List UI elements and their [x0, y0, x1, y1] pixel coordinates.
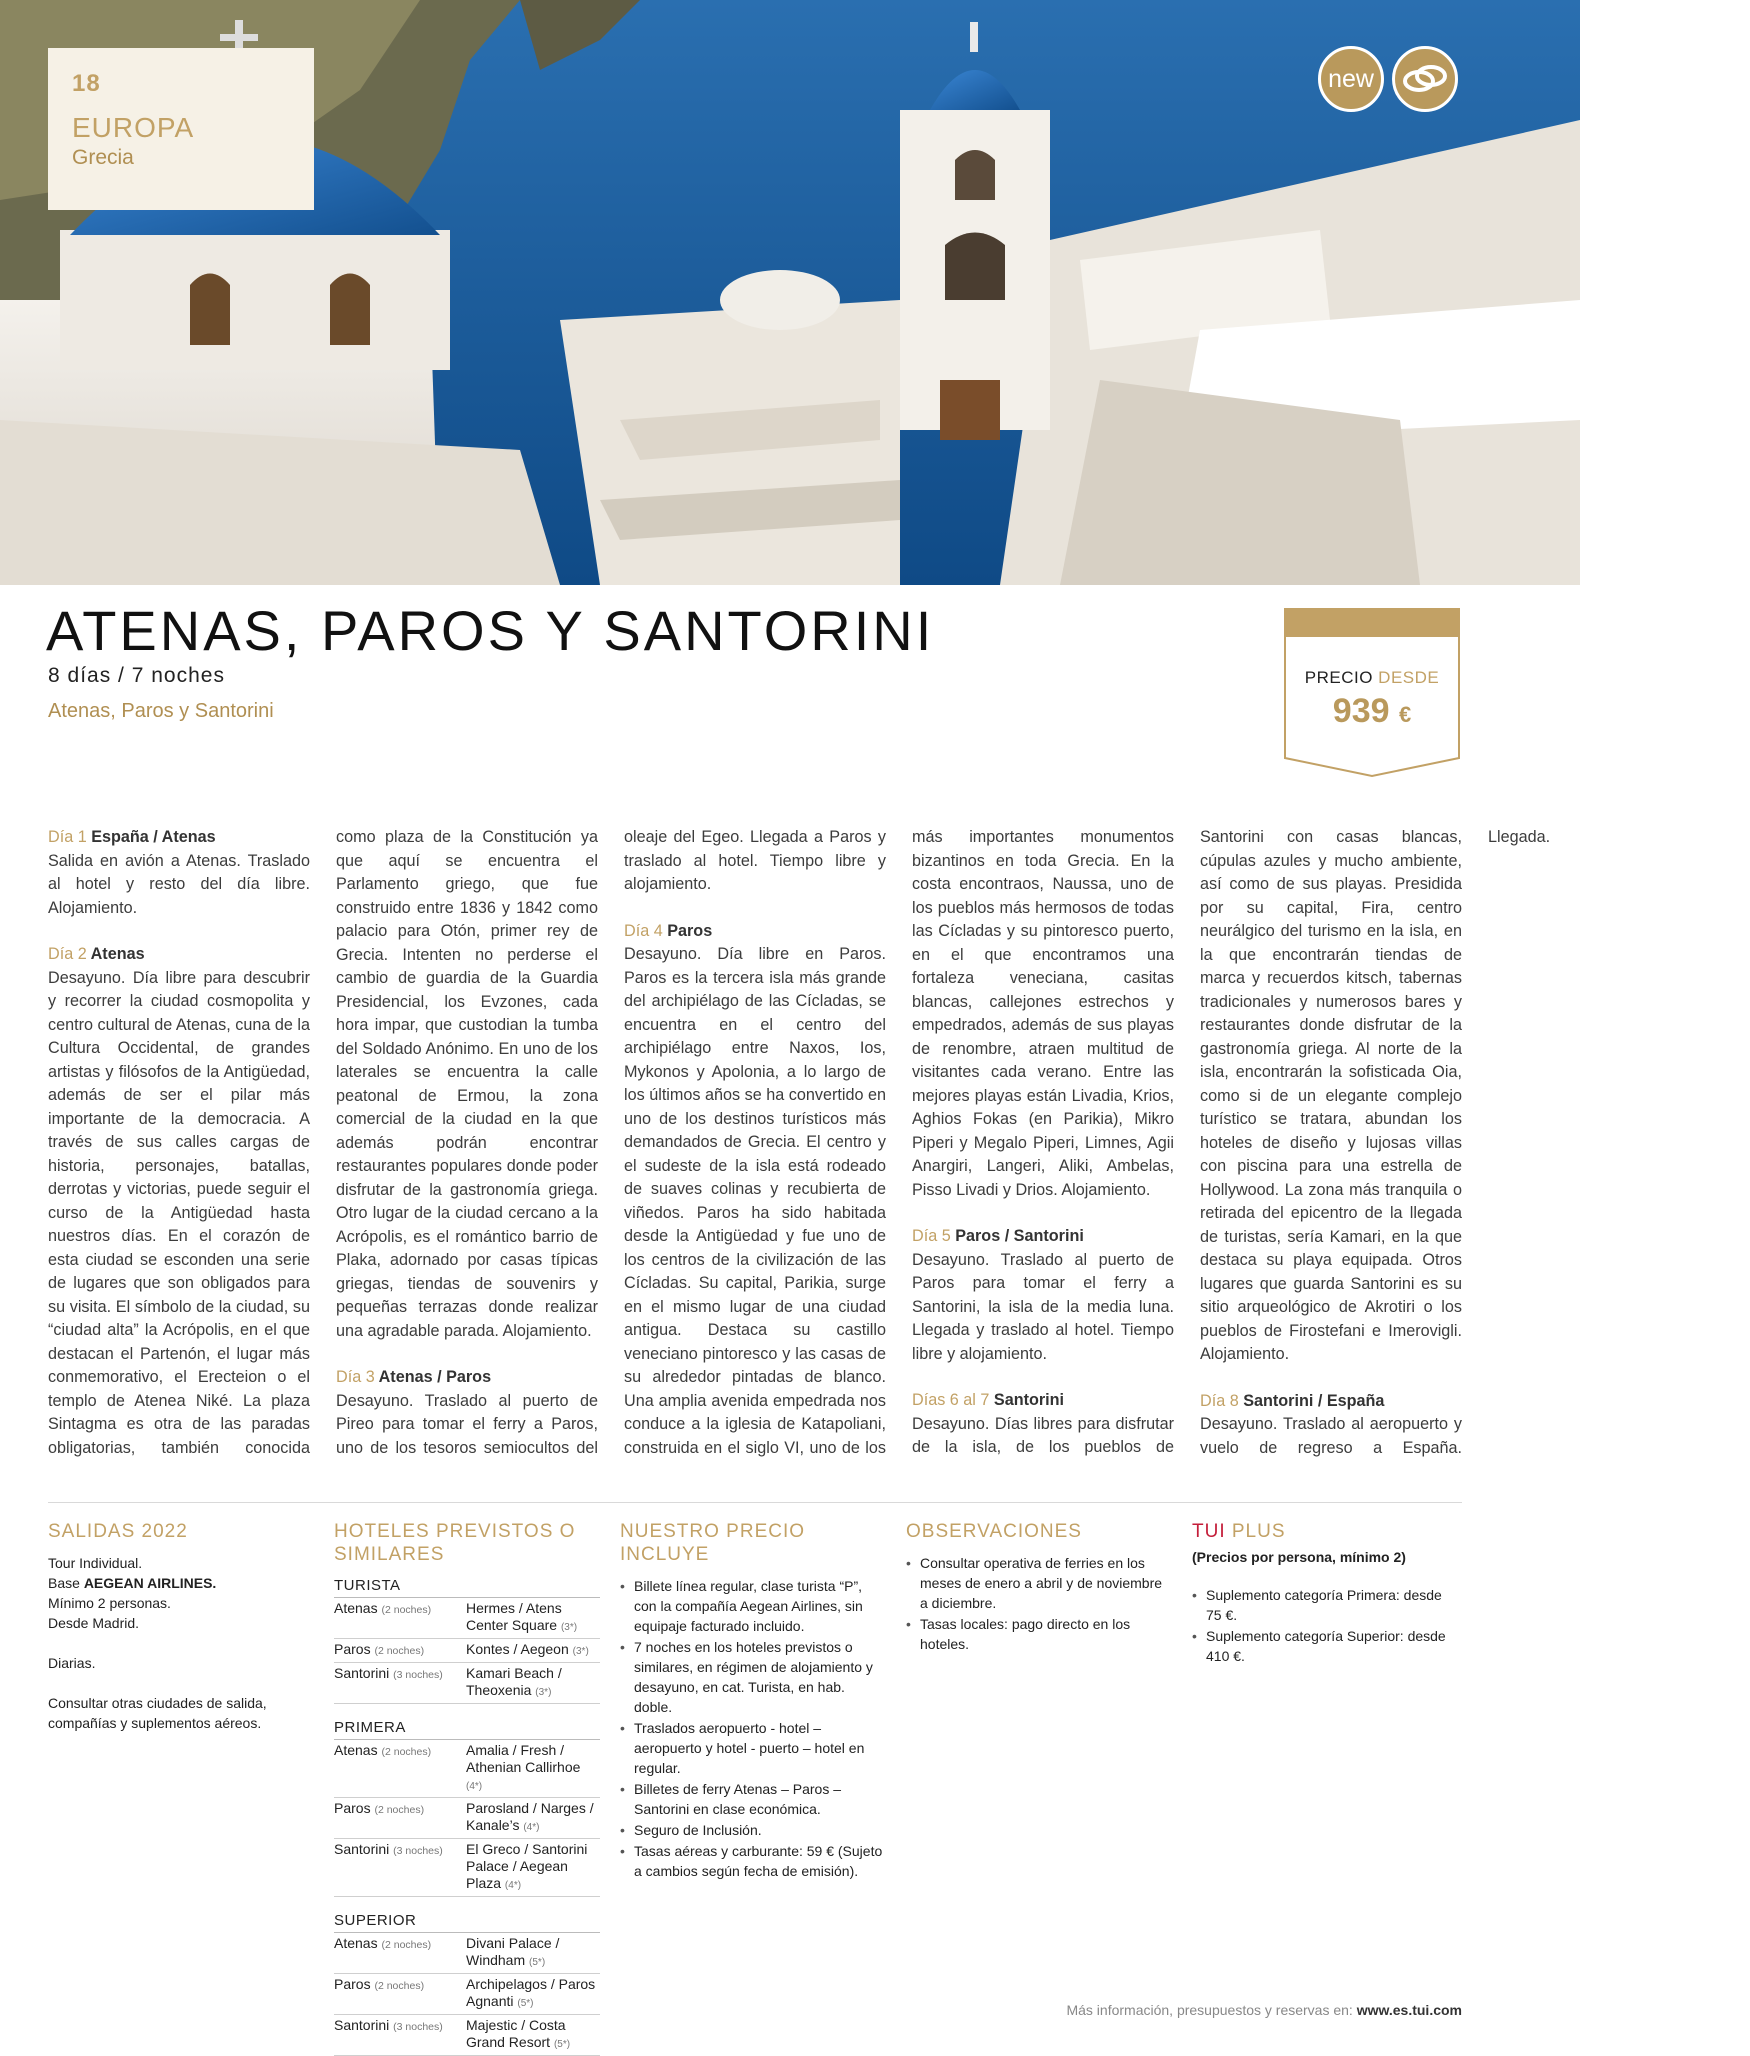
observations-section	[906, 1520, 1172, 1655]
itinerary-day: Días 6 al 7 Santorini Desayuno. Días libres para disfrutar de la isla, de los pueblos de Santorini con casas blancas, cúpulas azules y mucho ambiente, así como de sus playas. Presidida por su capital, Fira, centro neurálgico del turismo en la isla, en la que encontrarán tiendas de marca y recuerdos kitsch, tabernas tradicionales y numerosos bares y restaurantes donde disfrutar de la gastronomía griega. Al norte de la isla, encontrarán la sofisticada Oia, como si de un elegante complejo turístico se tratara, abundan los hoteles de diseño y lujosas villas con piscina para una estrella de Hollywood. La zona más tranquila o retirada del epicentro de la llegada de turistas, sería Kamari, en la que destaca su playa equipada. Otros lugares que guarda Santorini es su sitio arqueológico de Akrotiri o los pueblos de Firostefani e Imerovigli. Alojamiento.	[912, 828, 1462, 1456]
list-item: • Consultar operativa de ferries en los meses de enero a abril y de noviembre a diciembre.	[906, 1553, 1172, 1613]
new-badge: new	[1318, 46, 1384, 112]
hotel-name: Divani Palace / Windham (5*)	[466, 1935, 560, 1968]
hotel-city: Santorini (3 noches)	[334, 1665, 443, 1681]
hotel-row	[334, 1933, 600, 1974]
hotel-row	[334, 1839, 600, 1897]
region-label: EUROPA	[72, 112, 195, 143]
includes-title: NUESTRO PRECIO INCLUYE	[620, 1521, 806, 1565]
itinerary-day: Día 2 Atenas Desayuno. Día libre para descubrir y recorrer la ciudad cosmopolita y centro cultural de Atenas, cuna de la Cultura Occidental, de grandes artistas y filósofos de la Antigüedad, además de ser el pilar más importante de la democracia. A través de sus calles cargas de historia, personajes, batallas, derrotas y victorias, puede seguir el curso de la Antigüedad hasta nuestros días. En el corazón de esta ciudad se esconden una serie de lugares que son obligados para su visita. El símbolo de la ciudad, su “ciudad alta” la Acrópolis, en el que destacan el Partenón, el lugar más conmemorativo, el Erecteion o el templo de Atenea Niké. La plaza Sintagma es otra de las paradas obligatorias, también conocida como plaza de la Constitución ya que aquí se encuentra el Parlamento griego, que fue construido entre 1836 y 1842 como palacio para Otón, primer rey de Grecia. Intenten no perderse el cambio de guardia de la Guardia Presidencial, los Evzones, cada hora impar, que custodian la tumba del Soldado Anónimo. En uno de los laterales se encuentra la calle peatonal de Ermou, la zona comercial de la ciudad en la que además podrán encontrar restaurantes populares donde poder disfrutar de la gastronomía griega. Otro lugar de la ciudad cercano a la Acrópolis, es el romántico barrio de Plaka, adornado por casas típicas griegas, tiendas de souvenirs y pequeñas terrazas donde realizar una agradable parada. Alojamiento.	[48, 828, 598, 1457]
hotel-row	[334, 1740, 600, 1798]
price-label: PRECIO DESDE	[1304, 668, 1440, 687]
hotel-name: Amalia / Fresh / Athenian Callirhoe (4*)	[466, 1742, 581, 1792]
section-divider	[48, 1502, 1462, 1503]
itinerary-day: Día 1 España / Atenas Salida en avión a Atenas. Traslado al hotel y resto del día libre. Alojamiento.	[48, 828, 310, 917]
hotel-row	[334, 1598, 600, 1639]
hotel-row	[334, 1798, 600, 1839]
itinerary	[48, 826, 1551, 1466]
trip-duration: 8 días / 7 noches	[48, 664, 225, 687]
page-number: 18	[72, 70, 101, 97]
hotel-city: Atenas (2 noches)	[334, 1742, 432, 1758]
includes-list	[620, 1576, 886, 1881]
hotel-city: Atenas (2 noches)	[334, 1600, 432, 1616]
country-label: Grecia	[72, 146, 134, 169]
wedding-rings-icon	[1392, 46, 1458, 112]
hotel-city: Paros (2 noches)	[334, 1641, 425, 1657]
hotel-row	[334, 1639, 600, 1663]
hotel-table	[334, 1576, 600, 2056]
hotel-row	[334, 1663, 600, 1704]
hotel-category: TURISTA	[334, 1576, 600, 1598]
list-item: • Seguro de Inclusión.	[620, 1820, 886, 1840]
tui-plus-subtitle: (Precios por persona, mínimo 2)	[1192, 1549, 1406, 1565]
list-item: • 7 noches en los hoteles previstos o similares, en régimen de alojamiento y desayuno, en cat. Turista, en hab. doble.	[620, 1637, 886, 1717]
website-link[interactable]: www.es.tui.com	[1356, 2002, 1462, 2018]
list-item: • Suplemento categoría Primera: desde 75 €.	[1192, 1585, 1458, 1625]
hotel-name: Majestic / Costa Grand Resort (5*)	[466, 2017, 571, 2050]
hotel-category: PRIMERA	[334, 1718, 600, 1740]
hotel-row	[334, 2015, 600, 2056]
list-item: • Traslados aeropuerto - hotel – aeropuerto y hotel - puerto – hotel en regular.	[620, 1718, 886, 1778]
itinerary-day: Día 5 Paros / Santorini Desayuno. Traslado al puerto de Paros para tomar el ferry a Santorini, la isla de la media luna. Llegada y traslado al hotel. Tiempo libre y alojamiento.	[912, 1227, 1174, 1363]
list-item: • Tasas locales: pago directo en los hoteles.	[906, 1614, 1172, 1654]
hotel-name: Archipelagos / Paros Agnanti (5*)	[466, 1976, 596, 2009]
salidas-section: SALIDAS 2022 Tour Individual. Base AEGEAN AIRLINES. Mínimo 2 personas. Desde Madrid. Diarias. Consultar otras ciudades de salida, compañías y suplementos aéreos.	[48, 1520, 314, 1733]
price-amount: 939 €	[1332, 692, 1412, 730]
tui-plus-section	[1192, 1520, 1458, 1667]
observations-title: OBSERVACIONES	[906, 1521, 1082, 1542]
hotel-name: Kamari Beach / Theoxenia (3*)	[466, 1665, 562, 1698]
list-item: • Billetes de ferry Atenas – Paros – Santorini en clase económica.	[620, 1779, 886, 1819]
hotels-title: HOTELES PREVISTOS O SIMILARES	[334, 1521, 576, 1565]
price-box	[1284, 608, 1460, 778]
hotel-city: Atenas (2 noches)	[334, 1935, 432, 1951]
trip-title: ATENAS, PAROS Y SANTORINI	[46, 599, 935, 662]
hotel-city: Santorini (3 noches)	[334, 2017, 443, 2033]
hotels-section	[334, 1520, 600, 2056]
observations-list	[906, 1553, 1172, 1654]
badges	[1318, 46, 1458, 112]
hotel-name: Parosland / Narges / Kanale’s (4*)	[466, 1800, 594, 1833]
list-item: • Suplemento categoría Superior: desde 410 €.	[1192, 1626, 1458, 1666]
hotel-name: El Greco / Santorini Palace / Aegean Plaza (4*)	[466, 1841, 588, 1891]
itinerary-day: Día 4 Paros Desayuno. Día libre en Paros. Paros es la tercera isla más grande del archipiélago de las Cícladas, se encuentra en el centro del archipiélago entre Naxos, Ios, Mykonos y Apolonia, a lo largo de los últimos años se ha convertido en uno de los destinos turísticos más demandados de Grecia. El centro y el sudeste de la isla está rodeado de suaves colinas y recubierta de viñedos. Paros ha sido habitada desde la Antigüedad y fue uno de los centros de la civilización de las Cícladas. Su capital, Parikia, surge en el mismo lugar de una ciudad antigua. Destaca su castillo veneciano pintoresco y las casas de su alrededor pintadas de blanco. Una amplia avenida empedrada nos conduce a la iglesia de Katapoliani, construida en el siglo VI, uno de los más importantes monumentos bizantinos en toda Grecia. En la costa encontraos, Naussa, uno de los pueblos más hermosos de todas las Cícladas y su pintoresco puerto, en el que encontramos una fortaleza veneciana, casitas blancas, callejones estrechos y empedrados, además de sus playas de renombre, atraen multitud de visitantes cada verano. Entre las mejores playas están Livadia, Krios, Aghios Fokas (en Parikia), Mikro Piperi y Megalo Piperi, Limnes, Agii Anargiri, Langeri, Aliki, Ambelas, Pisso Livadi y Drios. Alojamiento.	[624, 828, 1174, 1457]
hotel-row	[334, 1974, 600, 2015]
tui-plus-title: TUI PLUS	[1192, 1521, 1286, 1542]
hotel-name: Kontes / Aegeon (3*)	[466, 1641, 589, 1657]
hotel-city: Santorini (3 noches)	[334, 1841, 443, 1857]
tui-plus-list	[1192, 1585, 1458, 1666]
hotel-category: SUPERIOR	[334, 1911, 600, 1933]
footer: Más información, presupuestos y reservas en: www.es.tui.com	[1066, 2002, 1462, 2018]
list-item: • Billete línea regular, clase turista “P”, con la compañía Aegean Airlines, sin equipaje facturado incluido.	[620, 1576, 886, 1636]
list-item: • Tasas aéreas y carburante: 59 € (Sujeto a cambios según fecha de emisión).	[620, 1841, 886, 1881]
itinerary-day: Día 3 Atenas / Paros Desayuno. Traslado al puerto de Pireo para tomar el ferry a Paros, uno de los tesoros semiocultos del oleaje del Egeo. Llegada a Paros y traslado al hotel. Tiempo libre y alojamiento.	[336, 828, 886, 1457]
hotel-city: Paros (2 noches)	[334, 1976, 425, 1992]
trip-route: Atenas, Paros y Santorini	[48, 700, 274, 722]
hotel-city: Paros (2 noches)	[334, 1800, 425, 1816]
itinerary-day: Día 8 Santorini / España Desayuno. Traslado al aeropuerto y vuelo de regreso a España. Llegada.	[1200, 828, 1551, 1457]
page-tag	[48, 48, 314, 210]
includes-section	[620, 1520, 886, 1882]
salidas-title: SALIDAS 2022	[48, 1521, 188, 1542]
hotel-name: Hermes / Atens Center Square (3*)	[466, 1600, 578, 1633]
